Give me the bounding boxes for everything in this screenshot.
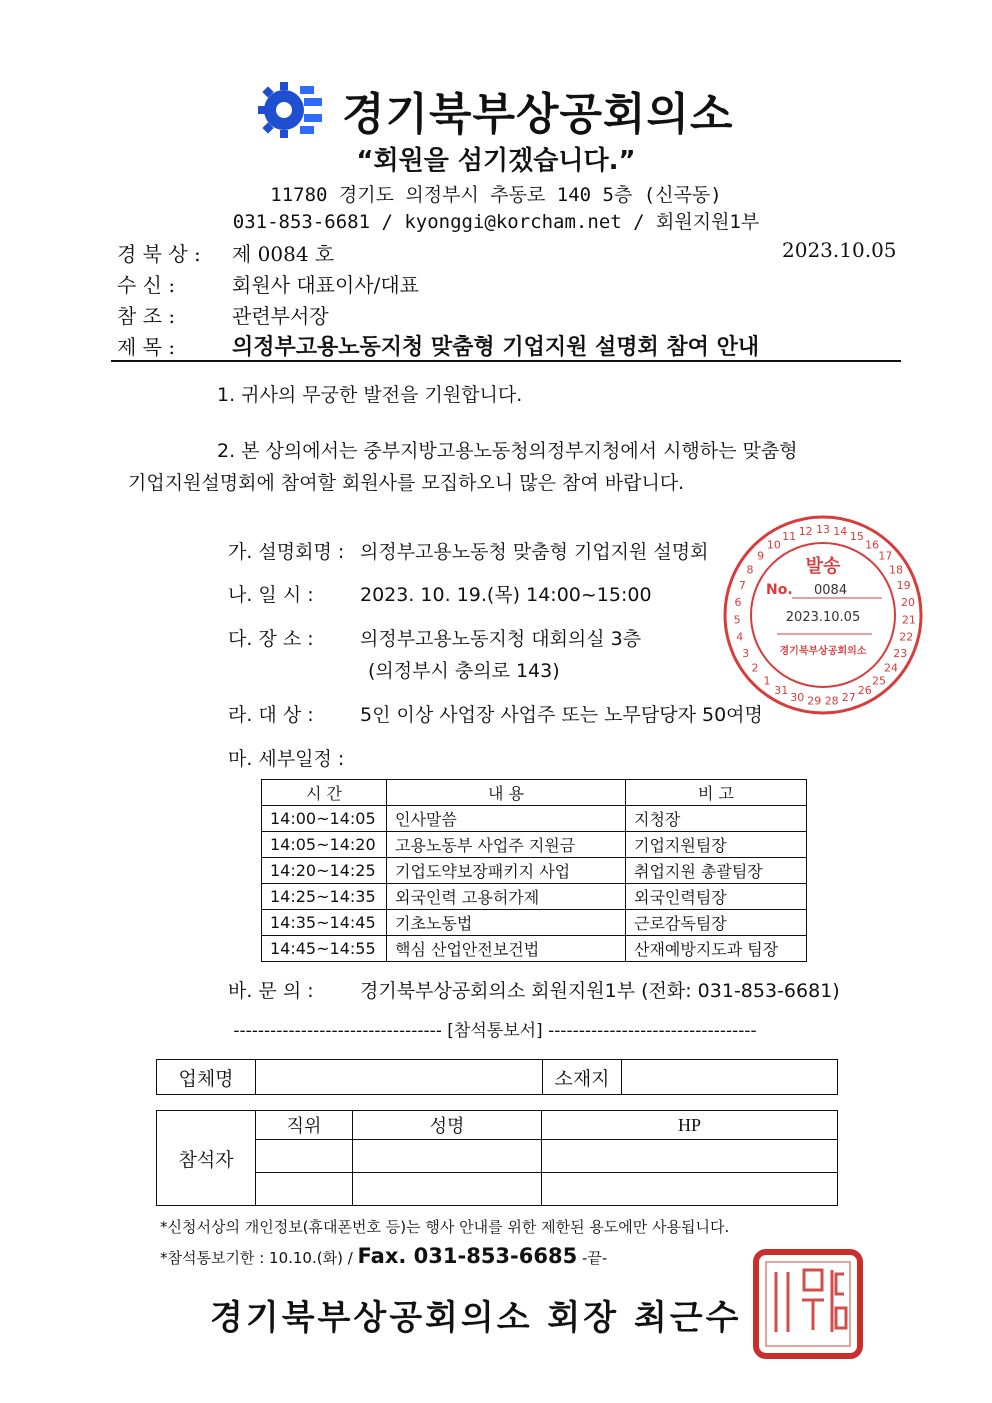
recipient-row [117,269,419,298]
content-cell: 인사말씀 [387,806,626,832]
header-divider [111,360,901,362]
attendance-form-divider: ---------------------------------- [참석통보서] ---------------------------------- [233,1021,757,1041]
time-cell: 14:45~14:55 [262,936,387,962]
note-cell: 외국인력팀장 [626,884,807,910]
stamp-day-number: 13 [816,523,830,536]
recipient-label: 수 신 : [117,273,176,297]
item-datetime [228,580,652,607]
time-cell: 14:20~14:25 [262,858,387,884]
item-target [228,700,763,727]
stamp-day-number: 12 [798,524,813,538]
attendee-label: 참석자 [157,1111,256,1206]
time-cell: 14:00~14:05 [262,806,387,832]
item-value: 의정부고용노동지청 대회의실 3층 [360,628,642,650]
subject: 의정부고용노동지청 맞춤형 기업지원 설명회 참여 안내 [232,334,760,360]
time-cell: 14:05~14:20 [262,832,387,858]
location-label: 소재지 [543,1060,622,1095]
company-table [156,1059,838,1095]
end-mark: -끝- [577,1249,608,1267]
stamp-day-number: 3 [742,646,750,660]
column-name: 성명 [353,1111,542,1140]
stamp-day-number: 15 [849,529,864,543]
time-cell: 14:35~14:45 [262,910,387,936]
stamp-day-number: 18 [888,563,903,577]
position-input[interactable] [256,1140,353,1173]
stamp-day-number: 21 [901,613,916,627]
item-value: 5인 이상 사업장 사업주 또는 노무담당자 50여명 [360,704,763,726]
item-label: 바. 문 의 : [228,980,314,1002]
stamp-day-number: 20 [901,595,916,609]
table-row [262,884,807,910]
company-label: 업체명 [157,1060,256,1095]
note-cell: 산재예방지도과 팀장 [626,936,807,962]
contact-info: 031-853-6681 / kyonggi@korcham.net / 회원지원1부 [232,211,760,233]
deadline-text: *참석통보기한 : 10.10.(화) / [160,1249,358,1267]
stamp-day-number: 25 [872,674,887,688]
name-input[interactable] [353,1140,542,1173]
note-cell: 취업지원 총괄팀장 [626,858,807,884]
doc-number-row [117,238,334,267]
content-cell: 고용노동부 사업주 지원금 [387,832,626,858]
stamp-day-number: 14 [833,524,848,538]
stamp-day-number: 29 [807,694,822,708]
table-row [262,910,807,936]
table-row [262,832,807,858]
table-row [262,936,807,962]
address: 11780 경기도 의정부시 추동로 140 5층 (신곡동) [270,184,722,206]
stamp-day-number: 16 [865,538,880,552]
org-name: 경기북부상공회의소 [342,89,734,140]
subject-label: 제 목 : [117,335,176,359]
item-label: 마. 세부일정 : [228,748,345,770]
item-label: 라. 대 상 : [228,704,314,726]
signatory: 경기북부상공회의소 회장 최근수 [210,1298,742,1338]
item-venue-address: (의정부시 충의로 143) [368,660,560,682]
name-input[interactable] [353,1173,542,1206]
item-value: 의정부고용노동청 맞춤형 기업지원 설명회 [360,541,709,563]
column-hp: HP [542,1111,838,1140]
stamp-day-number: 5 [733,613,741,627]
stamp-day-number: 10 [766,538,781,552]
paragraph-2-line-1: 2. 본 상의에서는 중부지방고용노동청의정부지청에서 시행하는 맞춤형 [217,440,798,462]
stamp-day-number: 30 [790,691,805,705]
stamp-day-number: 6 [734,595,742,609]
location-input[interactable] [622,1060,838,1095]
content-cell: 기업도약보장패키지 사업 [387,858,626,884]
note-cell: 지청장 [626,806,807,832]
stamp-day-number: 4 [736,630,744,644]
reference-label: 참 조 : [117,304,176,328]
chamber-logo-icon [256,80,336,140]
stamp-day-number: 1 [763,674,771,688]
stamp-day-number: 7 [738,579,746,593]
stamp-day-number: 26 [857,684,872,698]
paragraph-2-line-2: 기업지원설명회에 참여할 회원사를 모집하오니 많은 참여 바랍니다. [128,472,685,494]
stamp-day-number: 17 [878,549,893,563]
company-input[interactable] [256,1060,543,1095]
schedule-table [261,779,807,962]
content-cell: 외국인력 고용허가제 [387,884,626,910]
item-label: 다. 장 소 : [228,628,314,650]
hp-input[interactable] [542,1140,838,1173]
stamp-day-number: 8 [746,563,754,577]
content-cell: 핵심 산업안전보건법 [387,936,626,962]
recipient: 회원사 대표이사/대표 [232,273,419,297]
item-value: 2023. 10. 19.(목) 14:00~15:00 [360,584,652,606]
content-cell: 기초노동법 [387,910,626,936]
attendee-table [156,1110,838,1206]
table-row [262,858,807,884]
position-input[interactable] [256,1173,353,1206]
time-cell: 14:25~14:35 [262,884,387,910]
table-header-row [262,780,807,806]
stamp-date: 2023.10.05 [785,610,861,625]
doc-number: 제 0084 호 [232,242,335,266]
stamp-day-number: 9 [757,549,765,563]
subject-row [117,330,759,361]
note-cell: 근로감독팀장 [626,910,807,936]
item-value: 경기북부상공회의소 회원지원1부 (전화: 031-853-6681) [360,980,840,1002]
stamp-day-number: 22 [899,630,914,644]
column-position: 직위 [256,1111,353,1140]
reference: 관련부서장 [232,304,329,328]
item-label: 가. 설명회명 : [228,541,345,563]
fax-number: Fax. 031-853-6685 [357,1244,578,1268]
official-seal [752,1248,864,1360]
stamp-title: 발송 [805,556,841,577]
slogan: “회원을 섬기겠습니다.” [356,146,636,176]
item-venue [228,624,641,651]
item-schedule [228,744,360,771]
stamp-day-number: 31 [774,684,789,698]
item-label: 나. 일 시 : [228,584,314,606]
column-header: 내 용 [387,780,626,806]
stamp-day-number: 19 [896,579,911,593]
privacy-note: *신청서상의 개인정보(휴대폰번호 등)는 행사 안내를 위한 제한된 용도에만 사용됩니다. [160,1218,730,1236]
stamp-day-number: 11 [782,529,797,543]
stamp-day-number: 28 [824,694,839,708]
stamp-no-label: No. [766,582,793,598]
doc-date: 2023.10.05 [782,238,897,262]
table-row [262,806,807,832]
doc-number-label: 경 북 상 : [117,242,201,266]
item-title [228,537,709,564]
note-cell: 기업지원팀장 [626,832,807,858]
stamp-org: 경기북부상공회의소 [779,646,867,657]
stamp-no: 0084 [814,583,848,598]
stamp-day-number: 27 [841,691,856,705]
stamp-day-number: 23 [893,646,908,660]
deadline-note [160,1244,607,1268]
hp-input[interactable] [542,1173,838,1206]
column-header: 비 고 [626,780,807,806]
stamp-day-number: 2 [751,661,759,675]
item-inquiry [228,976,840,1003]
paragraph-1: 1. 귀사의 무궁한 발전을 기원합니다. [217,384,523,406]
column-header: 시 간 [262,780,387,806]
dispatch-stamp [722,514,924,716]
reference-row [117,300,329,329]
stamp-day-number: 24 [884,661,899,675]
